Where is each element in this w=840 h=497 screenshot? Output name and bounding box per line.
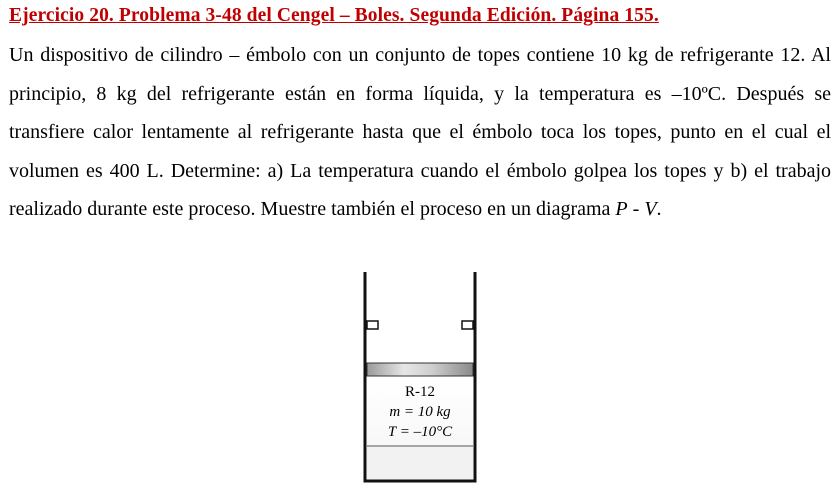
right-stop — [462, 321, 473, 329]
mass-label: m = 10 kg — [389, 404, 451, 420]
axis-p: P — [615, 198, 628, 220]
sentence-end: . — [656, 198, 662, 220]
piston-cylinder-diagram — [355, 268, 487, 488]
fluid-label: R-12 — [405, 384, 435, 400]
liquid-layer — [367, 446, 473, 480]
axis-v: V — [644, 198, 657, 220]
problem-text: Un dispositivo de cilindro – émbolo con un conjunto de topes contiene 10 kg de refrigerante 12. Al principio, 8 kg del refrigerante están en forma líquida, y la temperatura es –10ºC. Después se transfiere calor lentamente al refrigerante hasta que el émbolo toca los topes, punto en el cual el volumen es 400 L. Determine: a) La temperatura cuando el émbolo golpea los topes y b) el trabajo realizado durante este proceso. Muestre también el proceso en un diagrama — [9, 44, 831, 220]
axis-separator: - — [627, 198, 645, 220]
exercise-title: Ejercicio 20. Problema 3-48 del Cengel – Boles. Segunda Edición. Página 155. — [9, 5, 659, 26]
temperature-label: T = –10°C — [387, 424, 453, 440]
problem-statement — [9, 36, 831, 229]
piston — [367, 363, 473, 376]
left-stop — [367, 321, 378, 329]
